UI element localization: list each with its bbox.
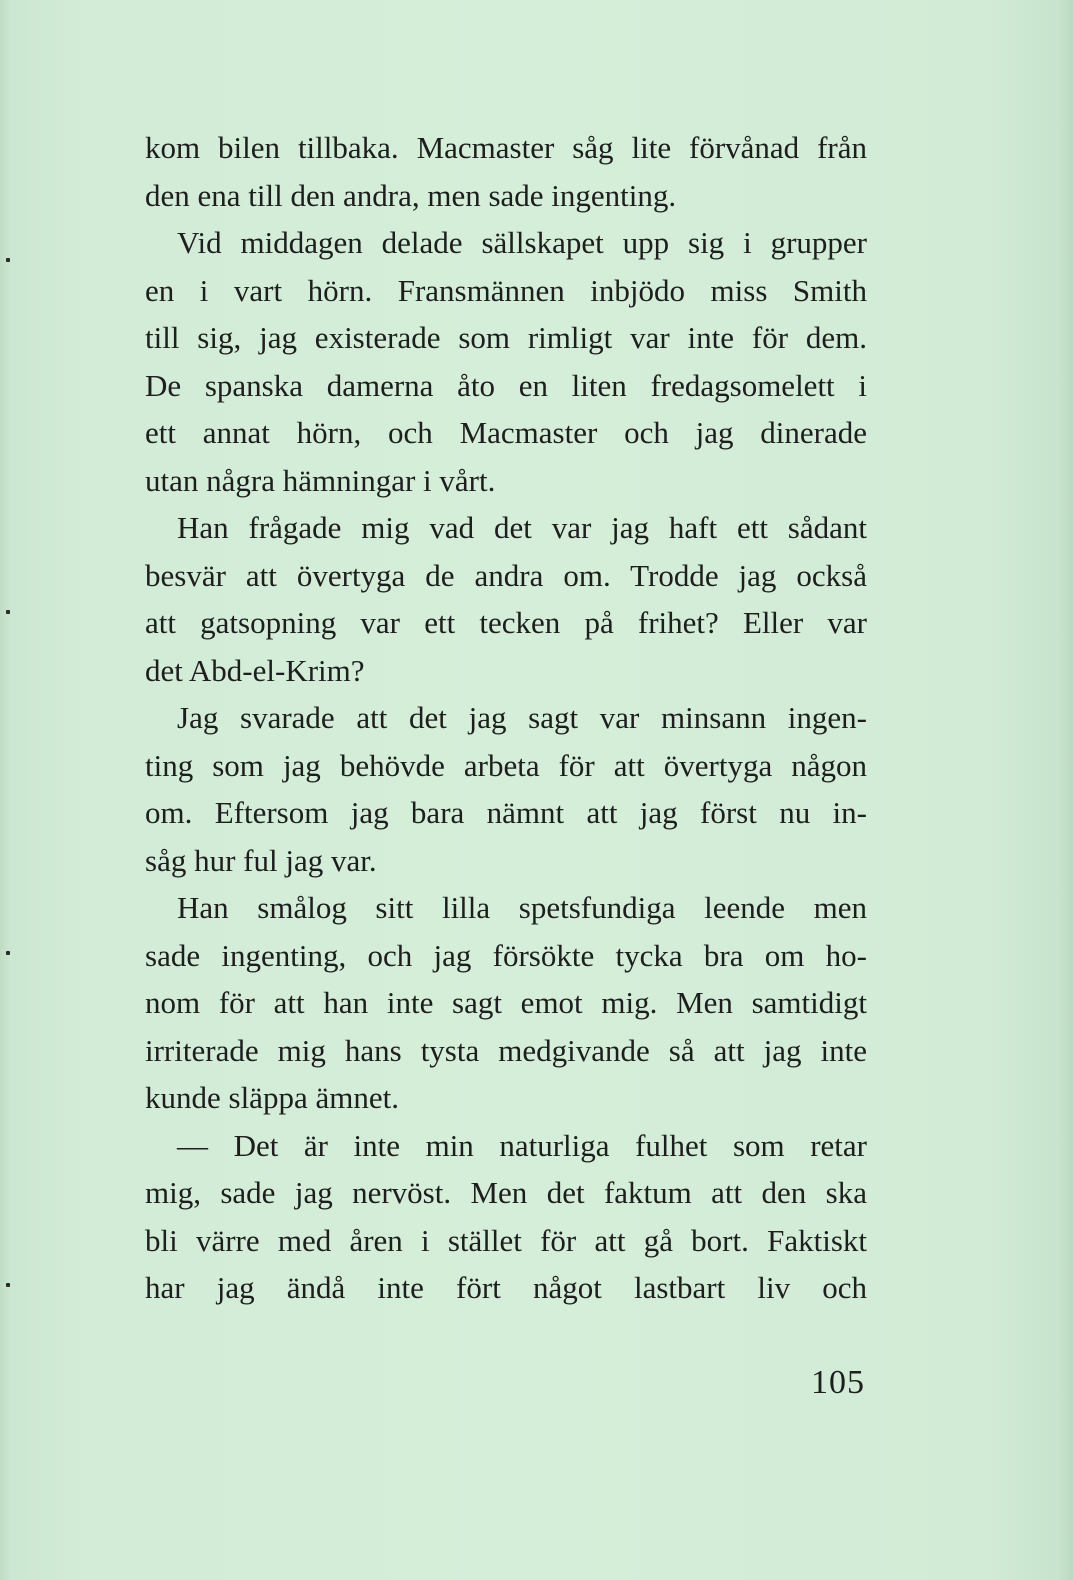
text-line: en i vart hörn. Fransmännen inbjödo miss Smith [145,272,867,308]
paragraph [145,884,867,1122]
body-text [145,124,867,1312]
text-line: irriterade mig hans tysta medgivande så att jag inte [145,1032,867,1068]
scan-mark [6,258,10,262]
text-line: mig, sade jag nervöst. Men det faktum att den ska [145,1175,867,1210]
page-number: 105 [811,1364,865,1401]
text-line: till sig, jag existerade som rimligt var inte för dem. [145,320,867,355]
text-line: den ena till den andra, men sade ingenting. [145,177,677,213]
text-line: kom bilen tillbaka. Macmaster såg lite förvånad från [145,130,867,165]
text-line: har jag ändå inte fört något lastbart liv och [145,1270,867,1305]
text-line: utan några hämningar i vårt. [145,462,496,498]
text-line: ting som jag behövde arbeta för att övertyga någon [145,747,867,783]
text-line: — Det är inte min naturliga fulhet som retar [177,1127,867,1163]
text-line: bli värre med åren i stället för att gå bort. Faktiskt [145,1222,867,1258]
page-edge-left [0,0,10,1580]
page-edge-right [1059,0,1073,1580]
text-line: De spanska damerna åto en liten fredagsomelett i [145,367,867,403]
text-line: nom för att han inte sagt emot mig. Men samtidigt [145,985,867,1020]
scan-mark [6,1283,10,1287]
text-line: kunde släppa ämnet. [145,1080,399,1115]
text-line: om. Eftersom jag bara nämnt att jag först nu in- [145,795,867,830]
paragraph [145,124,867,219]
scan-mark [6,610,10,614]
paragraph [145,694,867,884]
paragraph [145,504,867,694]
text-line: sade ingenting, och jag försökte tycka bra om ho- [145,937,867,973]
text-line: Jag svarade att det jag sagt var minsann ingen- [177,700,867,735]
text-line: Han frågade mig vad det var jag haft ett sådant [177,510,867,545]
text-line: det Abd-el-Krim? [145,652,365,688]
text-line: Vid middagen delade sällskapet upp sig i grupper [177,225,867,260]
scan-mark [6,951,10,955]
text-line: ett annat hörn, och Macmaster och jag dinerade [145,415,867,450]
paragraph [145,219,867,504]
text-line: Han smålog sitt lilla spetsfundiga leende men [177,890,867,925]
text-line: såg hur ful jag var. [145,842,377,878]
text-line: besvär att övertyga de andra om. Trodde jag också [145,557,867,593]
text-line: att gatsopning var ett tecken på frihet? Eller var [145,605,867,640]
paragraph [145,1122,867,1312]
